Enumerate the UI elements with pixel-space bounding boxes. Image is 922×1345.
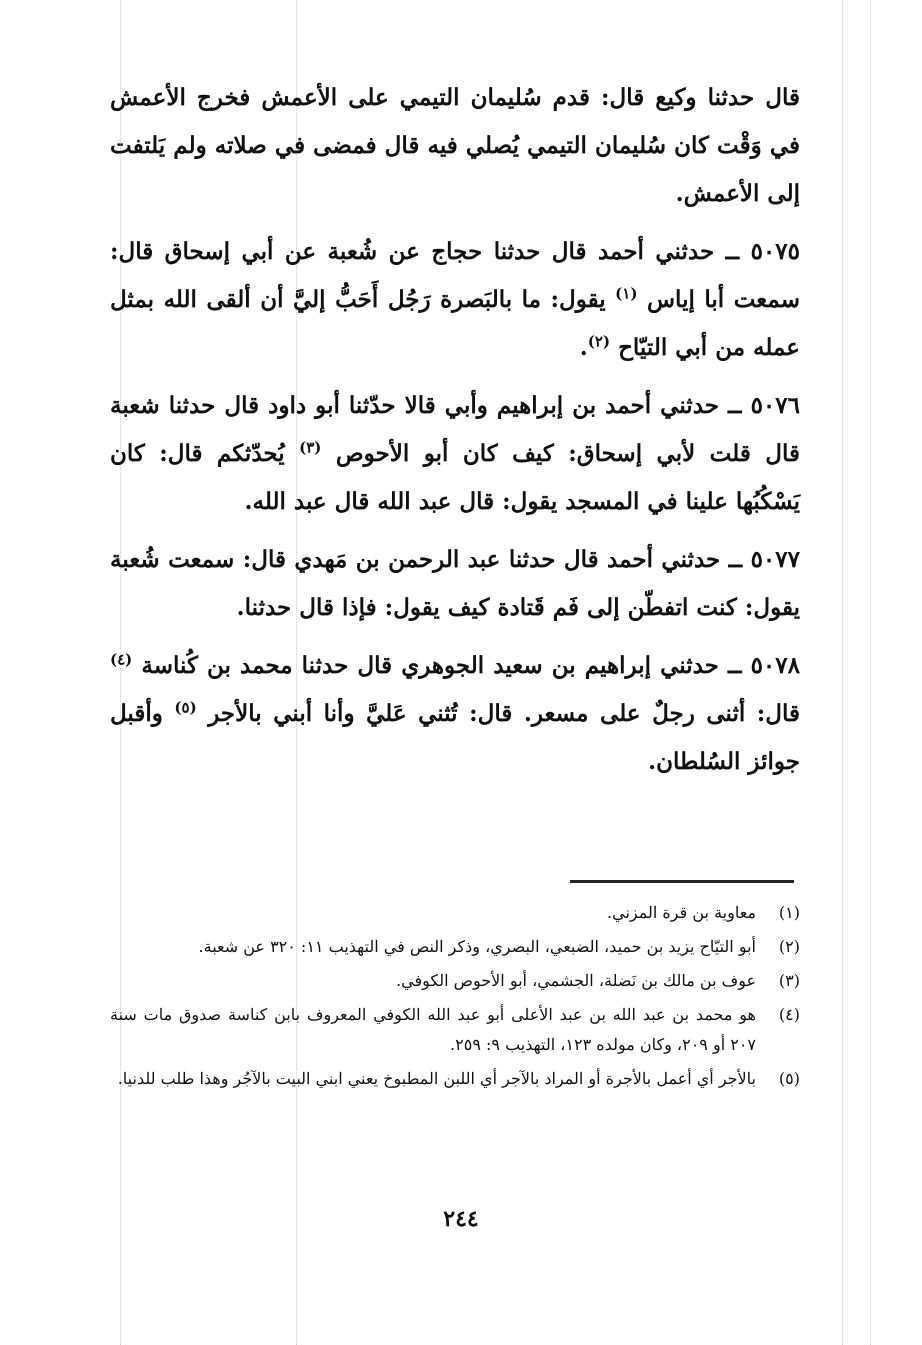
paragraph-text: يُحدّثكم قال: كان يَسْكُبُها علينا في المسجد يقول: قال عبد الله قال عبد الله. bbox=[110, 440, 800, 515]
paragraph-5075 bbox=[110, 228, 800, 372]
footnote-number: (٤) bbox=[778, 1005, 800, 1024]
footnote-item bbox=[110, 966, 800, 996]
paragraph-text: قال حدثنا وكيع قال: قدم سُليمان التيمي على الأعمش فخرج الأعمش في وَقْت كان سُليمان التيمي يُصلي فيه قال فمضى في صلاته ولم يَلتفت إلى الأعمش. bbox=[110, 84, 800, 207]
footnote-text: أبو التيّاح يزيد بن حميد، الضبعي، البصري، وذكر النص في التهذيب ١١: ٣٢٠ عن شعبة. bbox=[198, 937, 756, 956]
paragraph-text: ــ حدثني أحمد قال حدثنا حجاج عن شُعبة عن أبي إسحاق قال: سمعت أبا إياس bbox=[110, 238, 800, 313]
hadith-number: ٥٠٧٧ bbox=[750, 546, 800, 573]
paragraph-5078 bbox=[110, 642, 800, 786]
footnote-ref[interactable]: (٥) bbox=[174, 698, 197, 717]
paragraph-5076 bbox=[110, 382, 800, 526]
main-text bbox=[110, 74, 800, 796]
hadith-number: ٥٠٧٦ bbox=[750, 392, 800, 419]
footnote-item bbox=[110, 898, 800, 928]
paragraph-text: وأقبل جوائز السُلطان. bbox=[110, 700, 800, 775]
footnote-item bbox=[110, 1000, 800, 1060]
footnote-ref[interactable]: (٣) bbox=[299, 438, 322, 457]
footnote-divider bbox=[570, 880, 794, 883]
footnote-number: (١) bbox=[778, 903, 800, 922]
paragraph-intro bbox=[110, 74, 800, 218]
footnote-ref[interactable]: (٤) bbox=[110, 650, 133, 669]
footnote-item bbox=[110, 932, 800, 962]
paragraph-text: ــ حدثني إبراهيم بن سعيد الجوهري قال حدثنا محمد بن كُناسة bbox=[141, 652, 742, 679]
hadith-number: ٥٠٧٨ bbox=[750, 652, 800, 679]
footnote-number: (٥) bbox=[778, 1069, 800, 1088]
paragraph-text: ــ حدثني أحمد بن إبراهيم وأبي قالا حدّثنا أبو داود قال حدثنا شعبة قال قلت لأبي إسحاق: كيف كان أبو الأحوص bbox=[110, 392, 801, 467]
footnote-number: (٣) bbox=[778, 971, 800, 990]
paragraph-5077 bbox=[110, 536, 800, 632]
footnote-number: (٢) bbox=[778, 937, 800, 956]
paragraph-text: يقول: ما بالبَصرة رَجُل أَحَبُّ إليَّ أن ألقى الله بمثل عمله من أبي التيّاح bbox=[110, 286, 800, 361]
footnotes bbox=[110, 898, 800, 1098]
footnote-text: عوف بن مالك بن نَضلة، الجشمي، أبو الأحوص الكوفي. bbox=[396, 971, 756, 990]
page-number: ٢٤٤ bbox=[443, 1206, 479, 1232]
footnote-text: هو محمد بن عبد الله بن عبد الأعلى أبو عبد الله الكوفي المعروف بابن كناسة صدوق مات سنة ٢٠٧ أو ٢٠٩، وكان مولده ١٢٣، التهذيب ٩: ٢٥٩. bbox=[110, 1005, 756, 1054]
footnote-ref[interactable]: (١) bbox=[615, 284, 638, 303]
footnote-item bbox=[110, 1064, 800, 1094]
scan-guide-line bbox=[842, 0, 843, 1345]
paragraph-text: ــ حدثني أحمد قال حدثنا عبد الرحمن بن مَهدي قال: سمعت شُعبة يقول: كنت اتفطّن إلى فَم قَتادة كيف يقول: فإذا قال حدثنا. bbox=[110, 546, 800, 621]
paragraph-text: قال: أثنى رجلٌ على مسعر. قال: تُثني عَليَّ وأنا أبني بالأجر bbox=[208, 700, 800, 727]
paragraph-text: . bbox=[579, 334, 588, 361]
scan-guide-line bbox=[870, 0, 871, 1345]
hadith-number: ٥٠٧٥ bbox=[750, 238, 800, 265]
footnote-text: بالأجر أي أعمل بالأجرة أو المراد بالآجر أي اللبن المطبوخ يعني ابني البيت بالآجُر وهذا طلب للدنيا. bbox=[117, 1069, 756, 1088]
footnote-text: معاوية بن قرة المزني. bbox=[607, 903, 756, 922]
footnote-ref[interactable]: (٢) bbox=[587, 332, 611, 351]
